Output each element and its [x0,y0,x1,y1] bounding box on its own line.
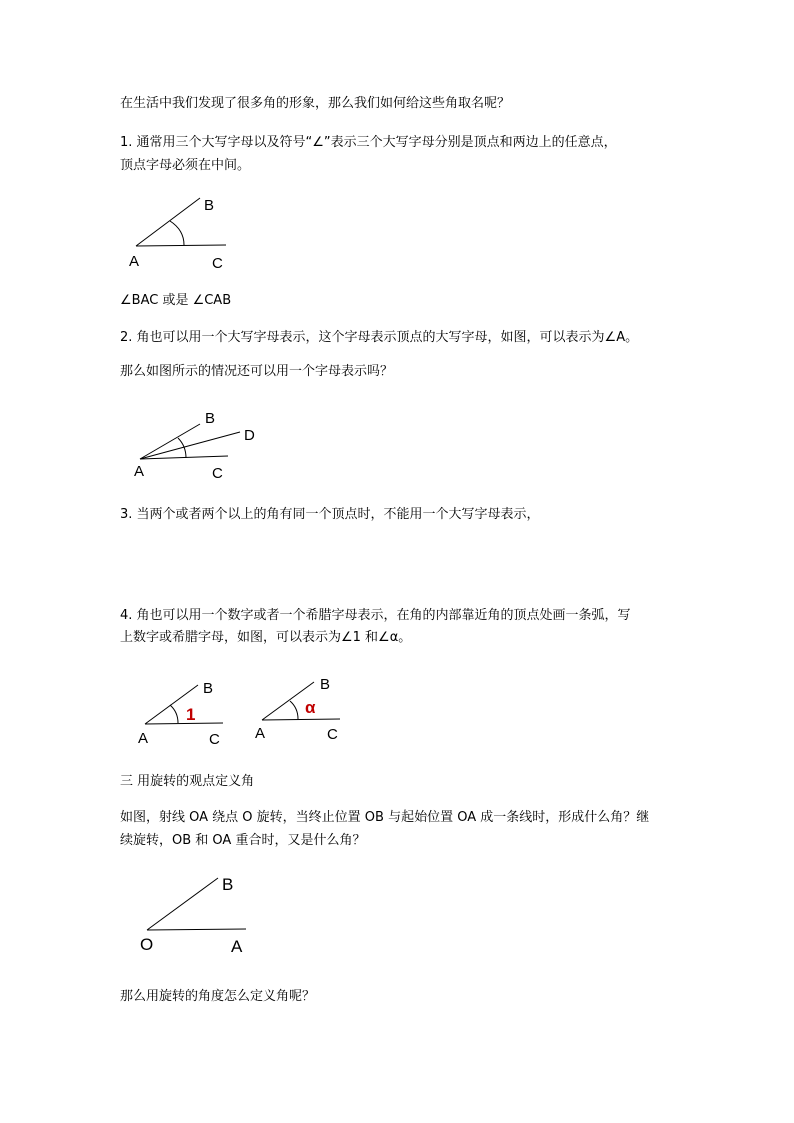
intro-text: 在生活中我们发现了很多角的形象，那么我们如何给这些角取名呢？ [120,96,511,111]
label-a: A [129,253,140,270]
p1-line2: 顶点字母必须在中间。 [120,158,251,173]
label-o: O [140,935,154,954]
angle-mark-alpha: α [305,698,316,717]
p1-line1: 1. 通常用三个大写字母以及符号“∠”表示三个大写字母分别是顶点和两边上的任意点， [120,135,617,150]
label-a: A [134,463,145,480]
p4-line2: 上数字或希腊字母，如图，可以表示为∠1 和∠α。 [120,630,412,645]
left-label-c: C [209,731,220,748]
p5-line1: 如图，射线 OA 绕点 O 旋转，当终止位置 OB 与起始位置 OA 成一条线时，形成什么角？继 [120,810,650,825]
p2-line1: 2. 角也可以用一个大写字母表示，这个字母表示顶点的大写字母，如图，可以表示为∠A。 [120,330,639,345]
label-b: B [205,410,216,427]
angle-mark-1: 1 [186,705,196,724]
label-a: A [231,937,243,956]
left-label-a: A [138,730,149,747]
p5-line2: 续旋转，OB 和 OA 重合时，又是什么角？ [120,833,366,848]
p1-answer: ∠BAC 或是 ∠CAB [120,293,232,308]
ray-ob [147,878,218,930]
label-d: D [244,427,255,444]
p2-line2: 那么如图所示的情况还可以用一个字母表示吗？ [120,364,394,379]
p4-line1: 4. 角也可以用一个数字或者一个希腊字母表示，在角的内部靠近角的顶点处画一条弧，写 [120,608,631,623]
right-label-c: C [327,726,338,743]
p3-text: 3. 当两个或者两个以上的角有同一个顶点时，不能用一个大写字母表示， [120,507,540,522]
label-c: C [212,465,223,482]
right-label-a: A [255,725,266,742]
right-label-b: B [320,676,331,693]
closing-question: 那么用旋转的角度怎么定义角呢？ [120,989,316,1004]
section-heading: 三 用旋转的观点定义角 [120,774,255,789]
label-c: C [212,255,223,272]
label-b: B [204,197,215,214]
ray-oa [147,929,246,930]
label-b: B [222,875,234,894]
left-label-b: B [203,680,214,697]
